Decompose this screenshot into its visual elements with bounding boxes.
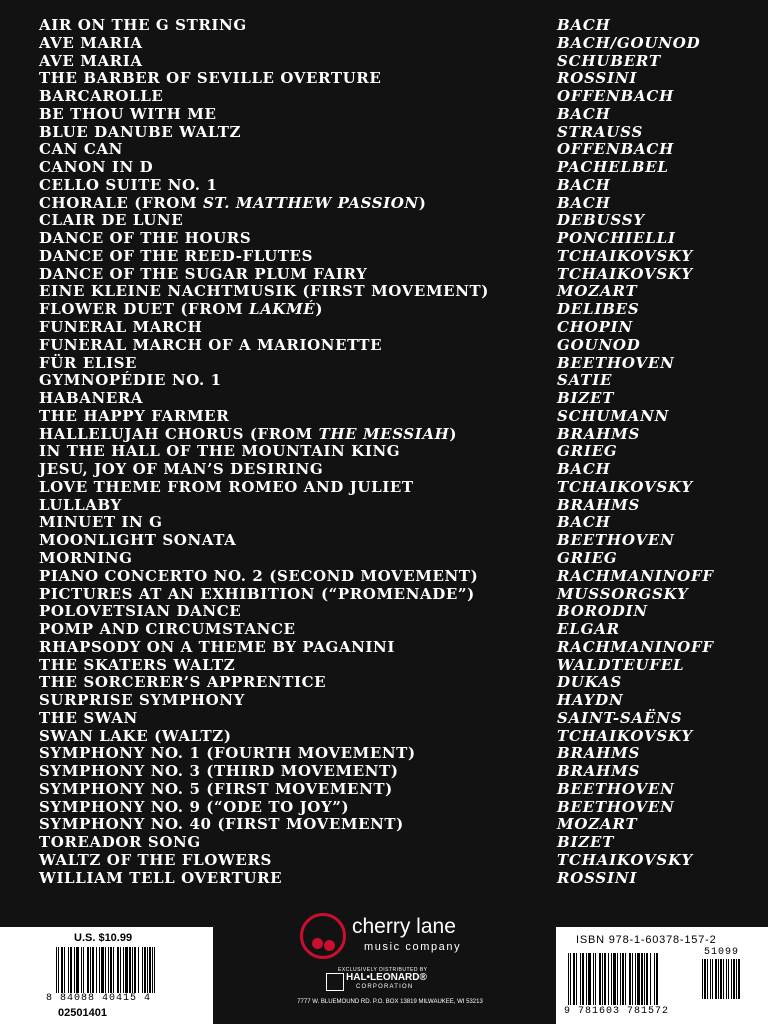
song-composer: MOZART <box>557 815 638 834</box>
song-title <box>39 35 143 53</box>
song-row <box>39 514 739 532</box>
song-title-text: WALTZ OF THE FLOWERS <box>39 850 272 869</box>
song-title <box>39 763 399 781</box>
song-row <box>39 781 739 799</box>
song-title <box>39 390 143 408</box>
song-row <box>39 657 739 675</box>
song-composer: WALDTEUFEL <box>557 655 685 674</box>
song-row <box>39 745 739 763</box>
song-title <box>39 745 416 763</box>
song-composer: BORODIN <box>557 602 648 621</box>
song-composer: BRAHMS <box>557 762 641 781</box>
song-row <box>39 212 739 230</box>
song-title <box>39 319 202 337</box>
song-composer: BRAHMS <box>557 495 641 514</box>
song-title-text: FUNERAL MARCH <box>39 318 203 337</box>
song-title <box>39 266 367 284</box>
song-composer: BEETHOVEN <box>557 353 675 372</box>
song-row <box>39 568 739 586</box>
ean-digits: 9 781603 781572 <box>564 1006 670 1017</box>
song-composer: TCHAIKOVSKY <box>557 477 693 496</box>
song-title <box>39 443 400 461</box>
song-row <box>39 35 739 53</box>
song-composer: PONCHIELLI <box>557 229 676 248</box>
song-row <box>39 870 739 888</box>
song-title-suffix: ) <box>418 193 427 212</box>
song-title-text: BE THOU WITH ME <box>39 104 217 123</box>
song-title <box>39 301 323 319</box>
song-title <box>39 870 282 888</box>
song-composer: TCHAIKOVSKY <box>557 264 693 283</box>
song-title <box>39 177 217 195</box>
song-title <box>39 106 217 124</box>
song-title <box>39 657 235 675</box>
distributed-by-label: EXCLUSIVELY DISTRIBUTED BY <box>338 967 428 973</box>
song-row <box>39 852 739 870</box>
song-title-text: IN THE HALL OF THE MOUNTAIN KING <box>39 442 401 461</box>
song-composer: BACH <box>557 104 611 123</box>
song-title <box>39 159 153 177</box>
publisher-name: cherry lane <box>352 915 456 938</box>
song-row <box>39 728 739 746</box>
song-title <box>39 212 183 230</box>
song-row <box>39 141 739 159</box>
song-composer: MUSSORGSKY <box>557 584 689 603</box>
addon-barcode <box>702 959 754 999</box>
song-row <box>39 337 739 355</box>
song-title <box>39 674 326 692</box>
song-row <box>39 408 739 426</box>
song-title-text: BARCAROLLE <box>39 87 164 106</box>
song-title-text: FÜR ELISE <box>39 353 138 372</box>
song-title-text: MOONLIGHT SONATA <box>39 531 237 550</box>
song-row <box>39 53 739 71</box>
song-title-text: DANCE OF THE REED-FLUTES <box>39 246 314 265</box>
song-title <box>39 337 382 355</box>
song-title-text: PICTURES AT AN EXHIBITION (“PROMENADE”) <box>39 584 475 603</box>
song-composer: STRAUSS <box>557 122 644 141</box>
song-title-italic: LAKMÉ <box>249 300 316 319</box>
song-title <box>39 816 404 834</box>
song-row <box>39 70 739 88</box>
publisher-address: 7777 W. BLUEMOUND RD. P.O. BOX 13819 MILWAUKEE, WI 53213 <box>297 999 483 1005</box>
song-title <box>39 230 251 248</box>
song-title-text: THE SKATERS WALTZ <box>39 655 236 674</box>
song-title <box>39 283 489 301</box>
song-title-text: SWAN LAKE (WALTZ) <box>39 726 232 745</box>
song-composer: BACH <box>557 16 611 34</box>
song-title <box>39 834 201 852</box>
song-row <box>39 390 739 408</box>
isbn-barcode-box <box>556 927 768 1024</box>
song-row <box>39 248 739 266</box>
song-title-text: SYMPHONY NO. 1 (FOURTH MOVEMENT) <box>39 744 416 763</box>
publisher-subtitle: music company <box>364 941 462 953</box>
song-title-text: SYMPHONY NO. 5 (FIRST MOVEMENT) <box>39 779 393 798</box>
song-composer: HAYDN <box>557 691 624 710</box>
song-title-text: TOREADOR SONG <box>39 833 201 852</box>
song-title-text: SYMPHONY NO. 3 (THIRD MOVEMENT) <box>39 762 399 781</box>
song-title-text: POMP AND CIRCUMSTANCE <box>39 620 296 639</box>
song-row <box>39 124 739 142</box>
song-title-text: WILLIAM TELL OVERTURE <box>39 868 283 887</box>
song-row <box>39 674 739 692</box>
song-title <box>39 710 138 728</box>
song-composer: SATIE <box>557 371 613 390</box>
song-composer: BACH/GOUNOD <box>557 33 701 52</box>
addon-digits: 51099 <box>704 947 740 958</box>
song-composer: PACHELBEL <box>557 158 669 177</box>
song-row <box>39 461 739 479</box>
song-title <box>39 568 478 586</box>
song-composer: OFFENBACH <box>557 140 675 159</box>
song-composer: BACH <box>557 460 611 479</box>
song-title <box>39 781 393 799</box>
song-row <box>39 372 739 390</box>
song-composer: BACH <box>557 175 611 194</box>
song-composer: RACHMANINOFF <box>557 637 714 656</box>
song-title-suffix: ) <box>315 300 324 319</box>
song-title-suffix: ) <box>449 424 458 443</box>
song-title <box>39 17 247 35</box>
song-composer: BIZET <box>557 833 615 852</box>
song-composer: BIZET <box>557 389 615 408</box>
song-list <box>39 17 739 888</box>
song-composer: MOZART <box>557 282 638 301</box>
song-title-text: SYMPHONY NO. 40 (FIRST MOVEMENT) <box>39 815 404 834</box>
song-title <box>39 195 426 213</box>
song-row <box>39 106 739 124</box>
song-row <box>39 532 739 550</box>
song-title-text: FLOWER DUET (FROM <box>39 300 250 319</box>
distributor-subtitle: CORPORATION <box>356 984 414 990</box>
barcode-bar <box>740 959 741 999</box>
song-title-text: THE SORCERER’S APPRENTICE <box>39 673 327 692</box>
song-title-text: FUNERAL MARCH OF A MARIONETTE <box>39 335 383 354</box>
song-title <box>39 124 241 142</box>
song-title <box>39 728 232 746</box>
song-row <box>39 319 739 337</box>
song-title-text: POLOVETSIAN DANCE <box>39 602 242 621</box>
song-title-text: CAN CAN <box>39 140 123 159</box>
song-composer: SCHUMANN <box>557 406 670 425</box>
song-title-text: HABANERA <box>39 389 144 408</box>
song-title <box>39 408 229 426</box>
song-title-text: LULLABY <box>39 495 122 514</box>
song-row <box>39 692 739 710</box>
song-title <box>39 88 163 106</box>
song-title-text: MINUET IN G <box>39 513 163 532</box>
song-title-text: THE HAPPY FARMER <box>39 406 230 425</box>
price-label: U.S. $10.99 <box>74 932 133 944</box>
song-title <box>39 586 475 604</box>
song-title-italic: THE MESSIAH <box>318 424 450 443</box>
song-row <box>39 603 739 621</box>
song-row <box>39 355 739 373</box>
upc-barcode <box>56 947 204 993</box>
song-composer: GRIEG <box>557 442 618 461</box>
song-title <box>39 426 457 444</box>
song-row <box>39 195 739 213</box>
song-row <box>39 799 739 817</box>
song-composer: ROSSINI <box>557 868 638 887</box>
song-composer: BRAHMS <box>557 424 641 443</box>
song-title <box>39 603 241 621</box>
price-barcode-box <box>0 927 213 1024</box>
song-title <box>39 53 143 71</box>
barcode-bar <box>658 953 659 1005</box>
song-title-text: MORNING <box>39 548 133 567</box>
song-title-text: THE SWAN <box>39 708 138 727</box>
song-title <box>39 514 163 532</box>
song-row <box>39 550 739 568</box>
song-title <box>39 799 349 817</box>
song-composer: BACH <box>557 193 611 212</box>
song-composer: GOUNOD <box>557 335 641 354</box>
song-row <box>39 621 739 639</box>
song-title <box>39 372 222 390</box>
song-title-italic: ST. MATTHEW PASSION <box>203 193 419 212</box>
song-title <box>39 248 313 266</box>
song-composer: DUKAS <box>557 673 622 692</box>
song-composer: ROSSINI <box>557 69 638 88</box>
song-row <box>39 301 739 319</box>
song-row <box>39 88 739 106</box>
song-composer: SAINT-SAËNS <box>557 708 683 727</box>
song-row <box>39 159 739 177</box>
song-title-text: AVE MARIA <box>39 51 143 70</box>
song-title-text: GYMNOPÉDIE NO. 1 <box>39 371 222 390</box>
song-composer: BEETHOVEN <box>557 531 675 550</box>
song-title-text: SURPRISE SYMPHONY <box>39 691 245 710</box>
song-title <box>39 355 137 373</box>
song-row <box>39 834 739 852</box>
song-title-text: JESU, JOY OF MAN’S DESIRING <box>39 460 324 479</box>
distributor-name: HAL•LEONARD® <box>346 972 427 983</box>
song-title <box>39 497 122 515</box>
song-composer: TCHAIKOVSKY <box>557 246 693 265</box>
song-composer: SCHUBERT <box>557 51 661 70</box>
song-composer: TCHAIKOVSKY <box>557 726 693 745</box>
song-title <box>39 621 296 639</box>
song-title-text: CELLO SUITE NO. 1 <box>39 175 218 194</box>
song-composer: ELGAR <box>557 620 620 639</box>
song-title-text: EINE KLEINE NACHTMUSIK (FIRST MOVEMENT) <box>39 282 489 301</box>
song-title <box>39 479 414 497</box>
song-title-text: THE BARBER OF SEVILLE OVERTURE <box>39 69 382 88</box>
upc-digits: 8 84088 40415 4 <box>46 993 152 1004</box>
song-row <box>39 586 739 604</box>
song-row <box>39 639 739 657</box>
ean-barcode <box>568 953 694 1005</box>
cherry-logo-icon <box>300 913 346 959</box>
song-row <box>39 230 739 248</box>
song-title <box>39 461 323 479</box>
song-title-text: CANON IN D <box>39 158 154 177</box>
song-composer: RACHMANINOFF <box>557 566 714 585</box>
song-title-text: SYMPHONY NO. 9 (“ODE TO JOY”) <box>39 797 350 816</box>
song-title <box>39 852 272 870</box>
song-row <box>39 443 739 461</box>
song-composer: BEETHOVEN <box>557 797 675 816</box>
song-title-text: CLAIR DE LUNE <box>39 211 184 230</box>
song-composer: BEETHOVEN <box>557 779 675 798</box>
song-title <box>39 532 236 550</box>
song-title <box>39 639 395 657</box>
song-title-text: RHAPSODY ON A THEME BY PAGANINI <box>39 637 395 656</box>
song-title-text: LOVE THEME FROM ROMEO AND JULIET <box>39 477 414 496</box>
song-composer: BACH <box>557 513 611 532</box>
song-title-text: AIR ON THE G STRING <box>39 16 247 34</box>
song-row <box>39 763 739 781</box>
song-composer: OFFENBACH <box>557 87 675 106</box>
hal-leonard-logo-icon <box>326 973 344 991</box>
song-title-text: BLUE DANUBE WALTZ <box>39 122 242 141</box>
song-composer: DEBUSSY <box>557 211 645 230</box>
song-composer: TCHAIKOVSKY <box>557 850 693 869</box>
isbn-label: ISBN 978-1-60378-157-2 <box>576 934 717 946</box>
song-composer: DELIBES <box>557 300 640 319</box>
song-row <box>39 497 739 515</box>
publisher-block <box>270 905 510 1020</box>
song-title-text: PIANO CONCERTO NO. 2 (SECOND MOVEMENT) <box>39 566 479 585</box>
song-title-text: HALLELUJAH CHORUS (FROM <box>39 424 319 443</box>
song-title-text: AVE MARIA <box>39 33 143 52</box>
song-row <box>39 177 739 195</box>
song-title-text: CHORALE (FROM <box>39 193 203 212</box>
song-row <box>39 266 739 284</box>
song-title <box>39 692 245 710</box>
song-row <box>39 479 739 497</box>
song-row <box>39 710 739 728</box>
song-row <box>39 283 739 301</box>
song-row <box>39 816 739 834</box>
song-title <box>39 550 133 568</box>
song-composer: GRIEG <box>557 548 618 567</box>
song-title-text: DANCE OF THE SUGAR PLUM FAIRY <box>39 264 368 283</box>
song-row <box>39 426 739 444</box>
barcode-bar <box>154 947 155 993</box>
song-title <box>39 70 381 88</box>
song-composer: CHOPIN <box>557 318 633 337</box>
song-title-text: DANCE OF THE HOURS <box>39 229 252 248</box>
song-title <box>39 141 123 159</box>
song-row <box>39 17 739 35</box>
item-number: 02501401 <box>58 1007 107 1019</box>
song-composer: BRAHMS <box>557 744 641 763</box>
